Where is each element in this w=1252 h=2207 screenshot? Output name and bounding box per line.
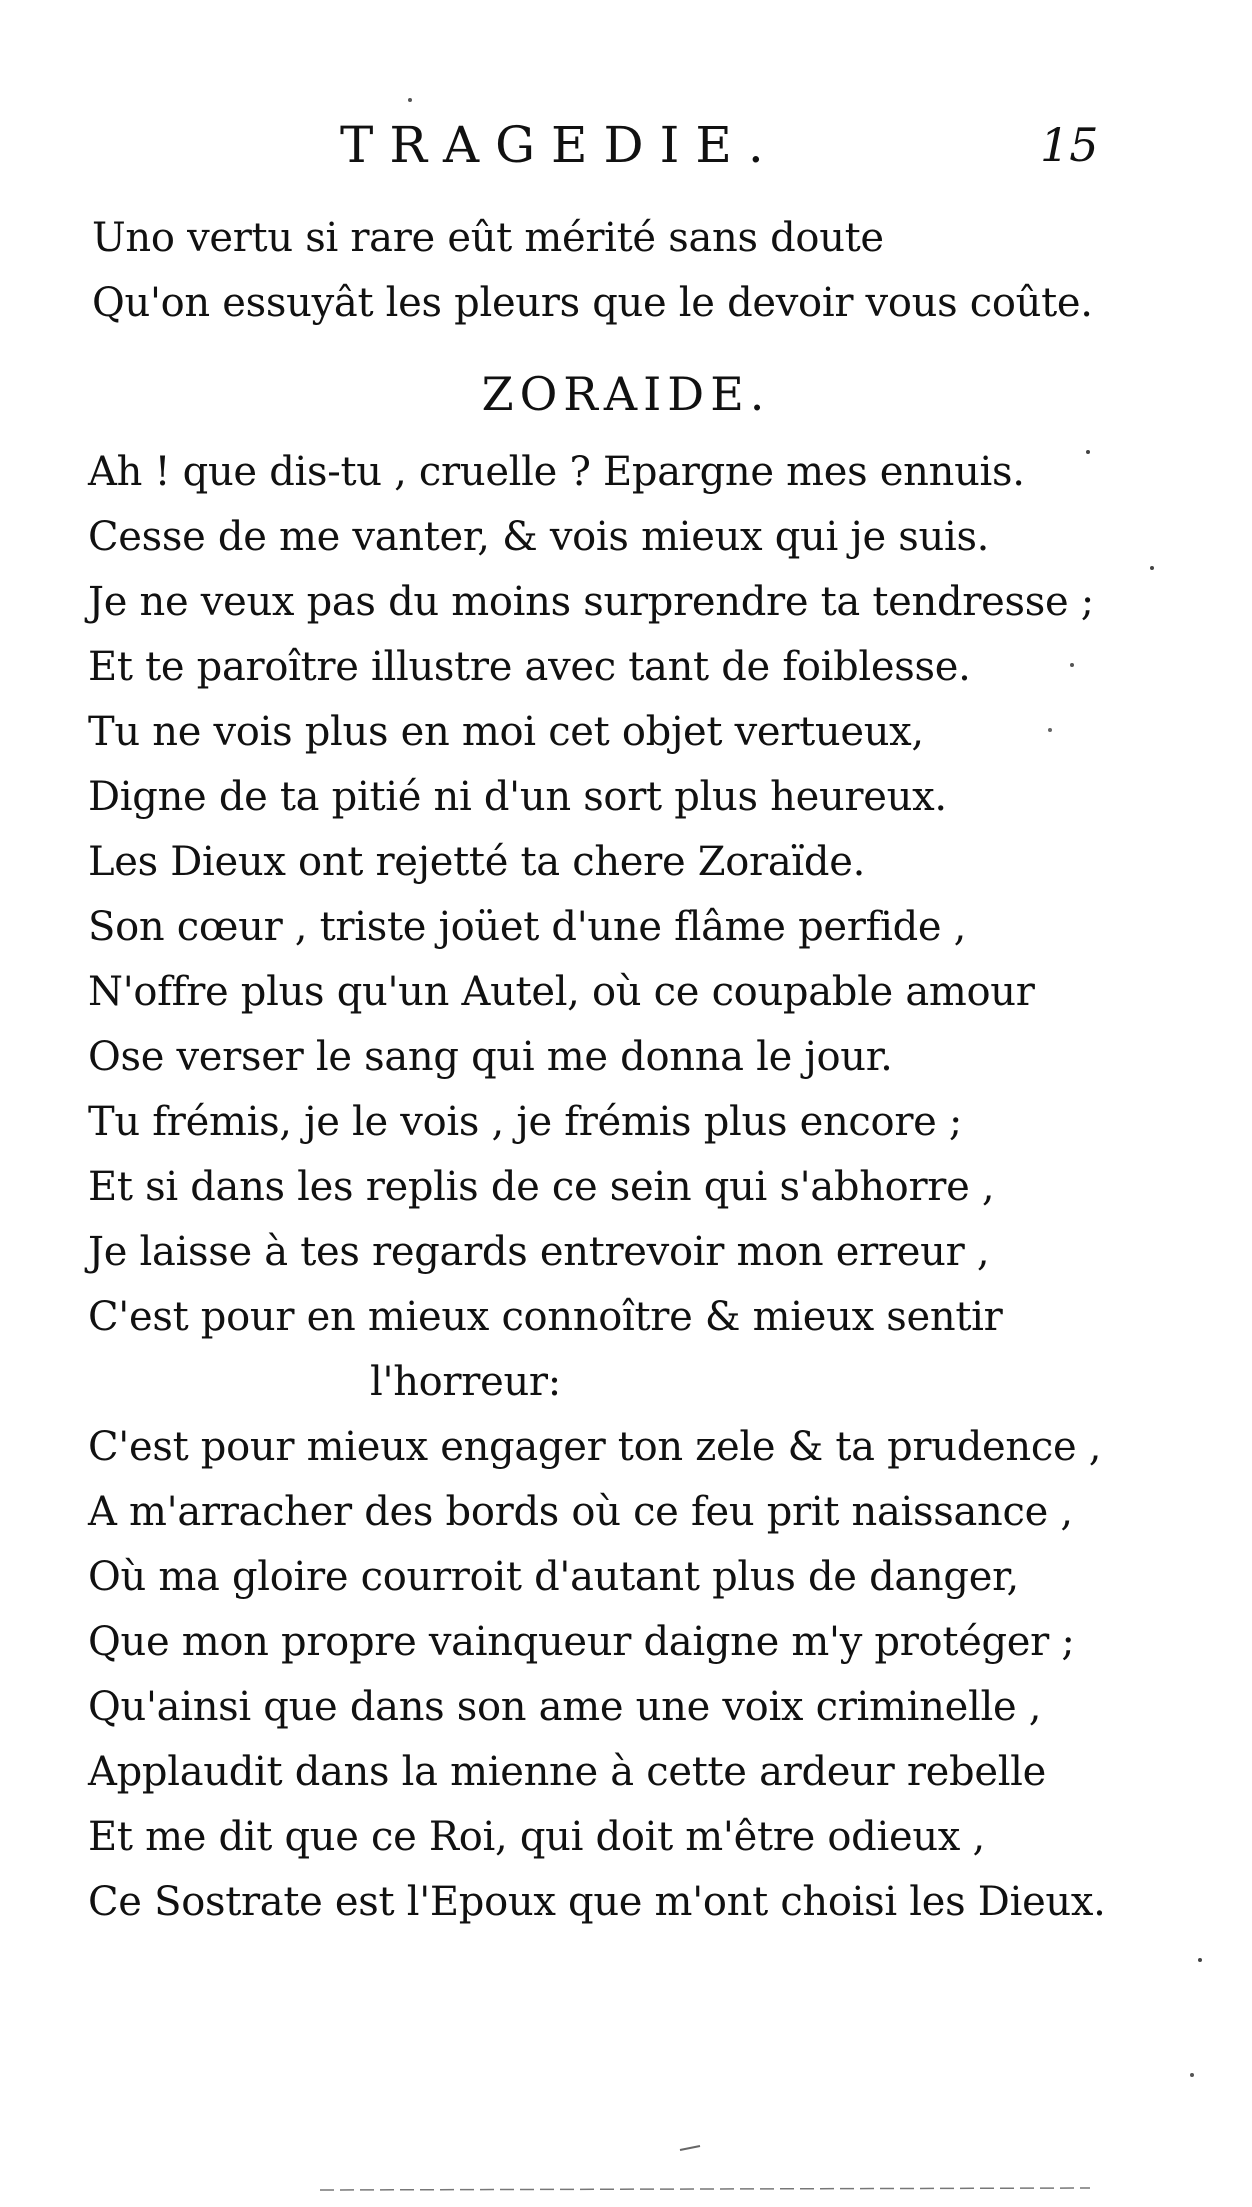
speaker-name: ZORAIDE. (481, 367, 771, 421)
verse-line: Ose verser le sang qui me donna le jour. (88, 1034, 893, 1080)
verse-line-continuation: l'horreur: (370, 1359, 561, 1405)
verse-line: Et me dit que ce Roi, qui doit m'être odieux , (88, 1814, 985, 1860)
verse-line: C'est pour en mieux connoître & mieux sentir (88, 1294, 1003, 1340)
verse-line: Ah ! que dis-tu , cruelle ? Epargne mes ennuis. (88, 449, 1025, 495)
verse-line: Uno vertu si rare eût mérité sans doute (92, 215, 884, 261)
verse-line: N'offre plus qu'un Autel, où ce coupable amour (88, 969, 1035, 1015)
verse-line: Tu frémis, je le vois , je frémis plus encore ; (88, 1099, 963, 1145)
verse-line: Je ne veux pas du moins surprendre ta tendresse ; (88, 579, 1094, 625)
zoraide-speech (88, 440, 1108, 1935)
verse-line: Qu'on essuyât les pleurs que le devoir vous coûte. (92, 280, 1093, 326)
page-number: 15 (1040, 118, 1099, 172)
verse-line: Son cœur , triste joüet d'une flâme perfide , (88, 904, 967, 950)
verse-line: Je laisse à tes regards entrevoir mon erreur , (88, 1229, 990, 1275)
running-head (0, 110, 1252, 180)
running-title: TRAGEDIE. (340, 116, 780, 174)
verse-line: Où ma gloire courroit d'autant plus de danger, (88, 1554, 1019, 1600)
verse-line: Qu'ainsi que dans son ame une voix criminelle , (88, 1684, 1042, 1730)
verse-line: A m'arracher des bords où ce feu prit naissance , (88, 1489, 1073, 1535)
verses-before-speech (92, 206, 1112, 336)
verse-line: Digne de ta pitié ni d'un sort plus heureux. (88, 774, 947, 820)
verse-line: Tu ne vois plus en moi cet objet vertueux, (88, 709, 924, 755)
verse-line: Et te paroître illustre avec tant de foiblesse. (88, 644, 971, 690)
verse-line: Que mon propre vainqueur daigne m'y protéger ; (88, 1619, 1075, 1665)
verse-line: Et si dans les replis de ce sein qui s'abhorre , (88, 1164, 995, 1210)
verse-line: Cesse de me vanter, & vois mieux qui je suis. (88, 514, 990, 560)
verse-line: Les Dieux ont rejetté ta chere Zoraïde. (88, 839, 865, 885)
verse-line: C'est pour mieux engager ton zele & ta prudence , (88, 1424, 1102, 1470)
verse-line: Applaudit dans la mienne à cette ardeur rebelle (88, 1749, 1047, 1795)
verse-line: Ce Sostrate est l'Epoux que m'ont choisi les Dieux. (88, 1879, 1106, 1925)
